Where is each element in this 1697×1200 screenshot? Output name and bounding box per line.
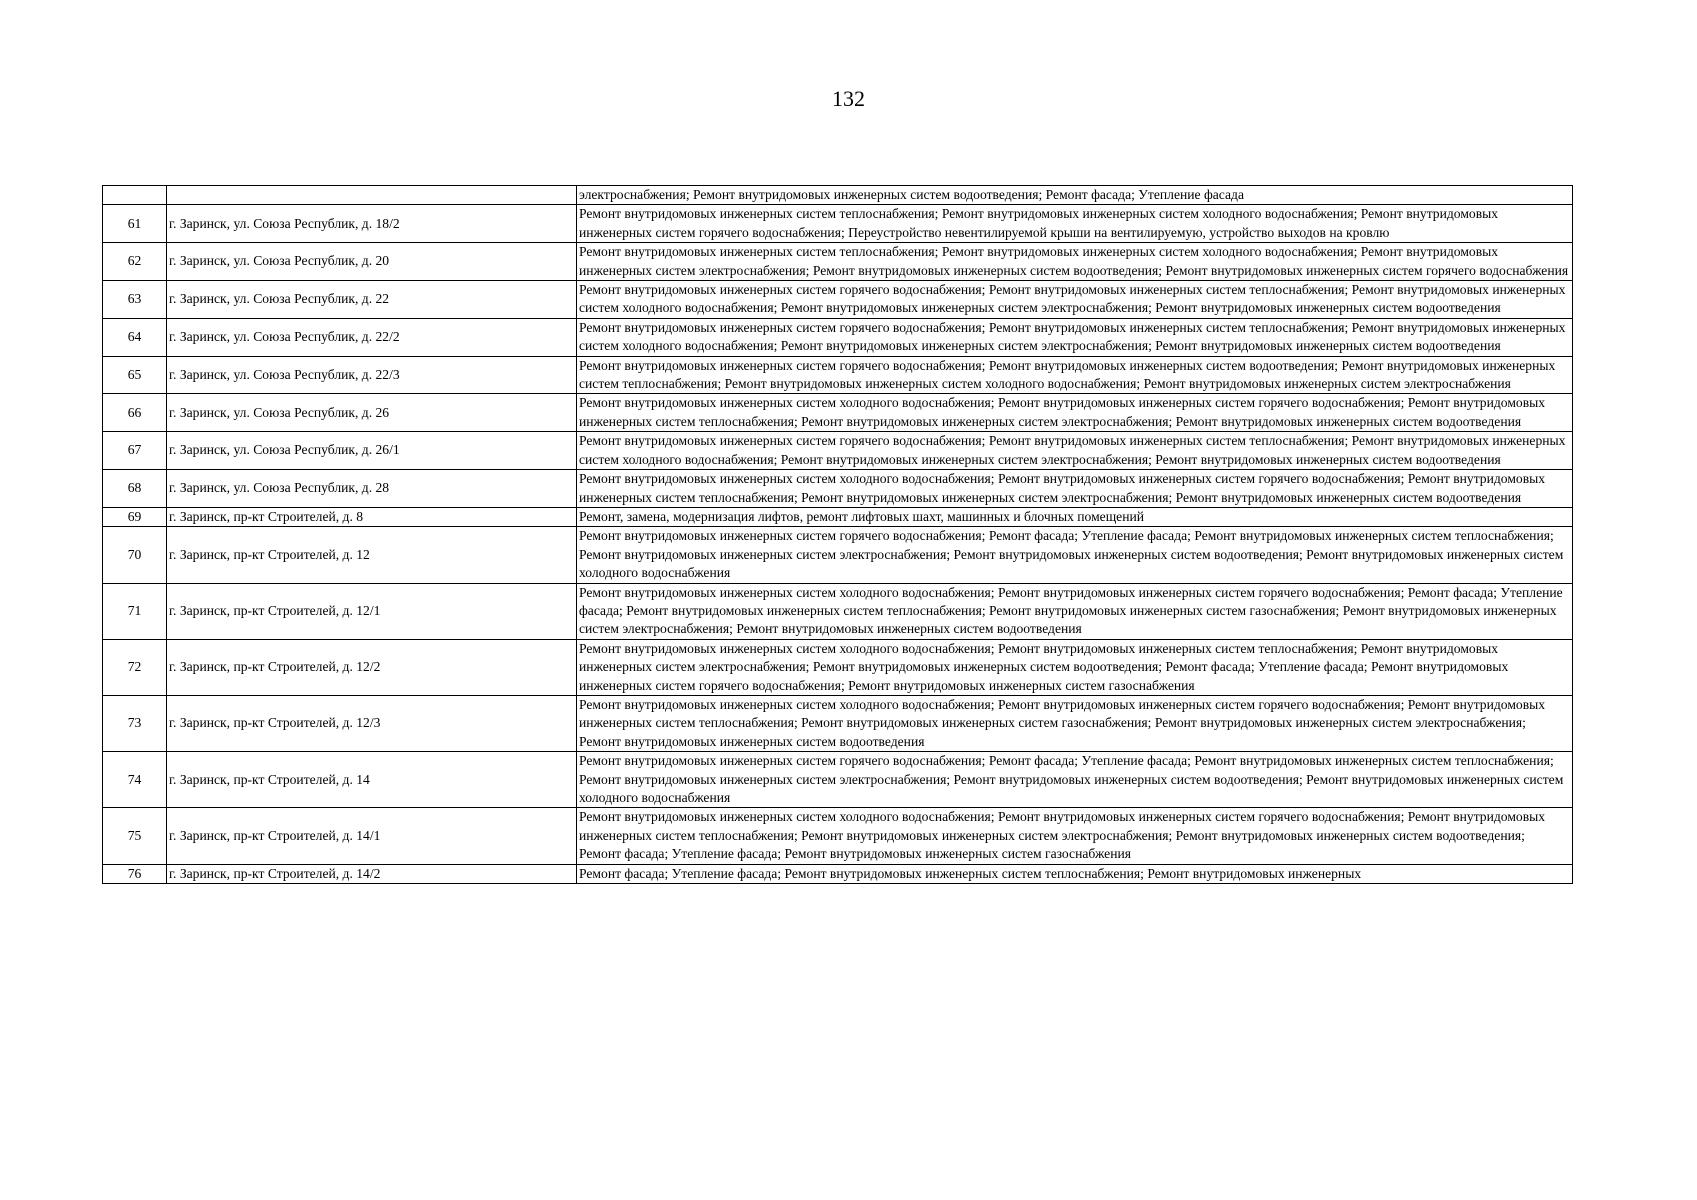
table-row (103, 864, 1573, 883)
row-number: 61 (103, 205, 167, 243)
row-number: 72 (103, 639, 167, 695)
row-number: 71 (103, 583, 167, 639)
row-number: 67 (103, 432, 167, 470)
repair-works-table (102, 185, 1573, 884)
works-cell: Ремонт внутридомовых инженерных систем горячего водоснабжения; Ремонт внутридомовых инженерных систем водоотведения; Ремонт внутридомовых инженерных систем теплоснабжения; Ремонт внутридомовых инженерных систем холодного водоснабжения; Ремонт внутридомовых инженерных систем электроснабжения (577, 356, 1573, 394)
row-number: 73 (103, 695, 167, 751)
row-number: 75 (103, 808, 167, 864)
works-cell: Ремонт внутридомовых инженерных систем теплоснабжения; Ремонт внутридомовых инженерных систем холодного водоснабжения; Ремонт внутридомовых инженерных систем горячего водоснабжения; Переустройство невентилируемой крыши на вентилируемую, устройство выходов на кровлю (577, 205, 1573, 243)
address-cell: г. Заринск, пр-кт Строителей, д. 12/3 (167, 695, 577, 751)
works-cell: Ремонт внутридомовых инженерных систем холодного водоснабжения; Ремонт внутридомовых инженерных систем горячего водоснабжения; Ремонт внутридомовых инженерных систем теплоснабжения; Ремонт внутридомовых инженерных систем электроснабжения; Ремонт внутридомовых инженерных систем водоотведения (577, 470, 1573, 508)
row-number (103, 186, 167, 205)
works-cell: Ремонт, замена, модернизация лифтов, ремонт лифтовых шахт, машинных и блочных помещений (577, 507, 1573, 526)
table-row (103, 752, 1573, 808)
table-row (103, 394, 1573, 432)
address-cell: г. Заринск, пр-кт Строителей, д. 12/2 (167, 639, 577, 695)
table-row (103, 639, 1573, 695)
table-row (103, 583, 1573, 639)
table-row (103, 205, 1573, 243)
table-row (103, 507, 1573, 526)
works-cell: электроснабжения; Ремонт внутридомовых инженерных систем водоотведения; Ремонт фасада; Утепление фасада (577, 186, 1573, 205)
works-cell: Ремонт внутридомовых инженерных систем горячего водоснабжения; Ремонт фасада; Утепление фасада; Ремонт внутридомовых инженерных систем теплоснабжения; Ремонт внутридомовых инженерных систем электроснабжения; Ремонт внутридомовых инженерных систем водоотведения; Ремонт внутридомовых инженерных систем холодного водоснабжения (577, 752, 1573, 808)
row-number: 62 (103, 243, 167, 281)
row-number: 68 (103, 470, 167, 508)
row-number: 63 (103, 281, 167, 319)
works-cell: Ремонт внутридомовых инженерных систем холодного водоснабжения; Ремонт внутридомовых инженерных систем горячего водоснабжения; Ремонт фасада; Утепление фасада; Ремонт внутридомовых инженерных систем теплоснабжения; Ремонт внутридомовых инженерных систем газоснабжения; Ремонт внутридомовых инженерных систем электроснабжения; Ремонт внутридомовых инженерных систем водоотведения (577, 583, 1573, 639)
works-cell: Ремонт внутридомовых инженерных систем холодного водоснабжения; Ремонт внутридомовых инженерных систем теплоснабжения; Ремонт внутридомовых инженерных систем электроснабжения; Ремонт внутридомовых инженерных систем водоотведения; Ремонт фасада; Утепление фасада; Ремонт внутридомовых инженерных систем горячего водоснабжения; Ремонт внутридомовых инженерных систем газоснабжения (577, 639, 1573, 695)
row-number: 76 (103, 864, 167, 883)
works-cell: Ремонт фасада; Утепление фасада; Ремонт внутридомовых инженерных систем теплоснабжения; Ремонт внутридомовых инженерных (577, 864, 1573, 883)
row-number: 69 (103, 507, 167, 526)
address-cell: г. Заринск, ул. Союза Республик, д. 22 (167, 281, 577, 319)
works-cell: Ремонт внутридомовых инженерных систем холодного водоснабжения; Ремонт внутридомовых инженерных систем горячего водоснабжения; Ремонт внутридомовых инженерных систем теплоснабжения; Ремонт внутридомовых инженерных систем газоснабжения; Ремонт внутридомовых инженерных систем электроснабжения; Ремонт внутридомовых инженерных систем водоотведения (577, 695, 1573, 751)
table-row (103, 281, 1573, 319)
address-cell: г. Заринск, ул. Союза Республик, д. 20 (167, 243, 577, 281)
table-row (103, 808, 1573, 864)
works-cell: Ремонт внутридомовых инженерных систем горячего водоснабжения; Ремонт фасада; Утепление фасада; Ремонт внутридомовых инженерных систем теплоснабжения; Ремонт внутридомовых инженерных систем электроснабжения; Ремонт внутридомовых инженерных систем водоотведения; Ремонт внутридомовых инженерных систем холодного водоснабжения (577, 527, 1573, 583)
address-cell: г. Заринск, пр-кт Строителей, д. 14/1 (167, 808, 577, 864)
table-row (103, 432, 1573, 470)
works-cell: Ремонт внутридомовых инженерных систем холодного водоснабжения; Ремонт внутридомовых инженерных систем горячего водоснабжения; Ремонт внутридомовых инженерных систем теплоснабжения; Ремонт внутридомовых инженерных систем электроснабжения; Ремонт внутридомовых инженерных систем водоотведения (577, 394, 1573, 432)
address-cell: г. Заринск, ул. Союза Республик, д. 22/3 (167, 356, 577, 394)
address-cell: г. Заринск, пр-кт Строителей, д. 8 (167, 507, 577, 526)
works-cell: Ремонт внутридомовых инженерных систем горячего водоснабжения; Ремонт внутридомовых инженерных систем теплоснабжения; Ремонт внутридомовых инженерных систем холодного водоснабжения; Ремонт внутридомовых инженерных систем электроснабжения; Ремонт внутридомовых инженерных систем водоотведения (577, 318, 1573, 356)
table-row (103, 470, 1573, 508)
row-number: 74 (103, 752, 167, 808)
table-row (103, 527, 1573, 583)
table-row (103, 695, 1573, 751)
table-row (103, 318, 1573, 356)
address-cell: г. Заринск, ул. Союза Республик, д. 18/2 (167, 205, 577, 243)
address-cell: г. Заринск, ул. Союза Республик, д. 26/1 (167, 432, 577, 470)
table-row (103, 243, 1573, 281)
address-cell: г. Заринск, пр-кт Строителей, д. 14 (167, 752, 577, 808)
page-number: 132 (832, 86, 865, 111)
address-cell: г. Заринск, пр-кт Строителей, д. 12 (167, 527, 577, 583)
address-cell: г. Заринск, пр-кт Строителей, д. 14/2 (167, 864, 577, 883)
address-cell (167, 186, 577, 205)
table-row (103, 356, 1573, 394)
address-cell: г. Заринск, ул. Союза Республик, д. 22/2 (167, 318, 577, 356)
works-cell: Ремонт внутридомовых инженерных систем теплоснабжения; Ремонт внутридомовых инженерных систем холодного водоснабжения; Ремонт внутридомовых инженерных систем электроснабжения; Ремонт внутридомовых инженерных систем водоотведения; Ремонт внутридомовых инженерных систем горячего водоснабжения (577, 243, 1573, 281)
table-row (103, 186, 1573, 205)
row-number: 70 (103, 527, 167, 583)
address-cell: г. Заринск, ул. Союза Республик, д. 28 (167, 470, 577, 508)
table-body (103, 186, 1573, 884)
row-number: 64 (103, 318, 167, 356)
address-cell: г. Заринск, ул. Союза Республик, д. 26 (167, 394, 577, 432)
works-cell: Ремонт внутридомовых инженерных систем горячего водоснабжения; Ремонт внутридомовых инженерных систем теплоснабжения; Ремонт внутридомовых инженерных систем холодного водоснабжения; Ремонт внутридомовых инженерных систем электроснабжения; Ремонт внутридомовых инженерных систем водоотведения (577, 432, 1573, 470)
address-cell: г. Заринск, пр-кт Строителей, д. 12/1 (167, 583, 577, 639)
works-cell: Ремонт внутридомовых инженерных систем горячего водоснабжения; Ремонт внутридомовых инженерных систем теплоснабжения; Ремонт внутридомовых инженерных систем холодного водоснабжения; Ремонт внутридомовых инженерных систем электроснабжения; Ремонт внутридомовых инженерных систем водоотведения (577, 281, 1573, 319)
row-number: 65 (103, 356, 167, 394)
row-number: 66 (103, 394, 167, 432)
works-cell: Ремонт внутридомовых инженерных систем холодного водоснабжения; Ремонт внутридомовых инженерных систем горячего водоснабжения; Ремонт внутридомовых инженерных систем теплоснабжения; Ремонт внутридомовых инженерных систем электроснабжения; Ремонт внутридомовых инженерных систем водоотведения; Ремонт фасада; Утепление фасада; Ремонт внутридомовых инженерных систем газоснабжения (577, 808, 1573, 864)
